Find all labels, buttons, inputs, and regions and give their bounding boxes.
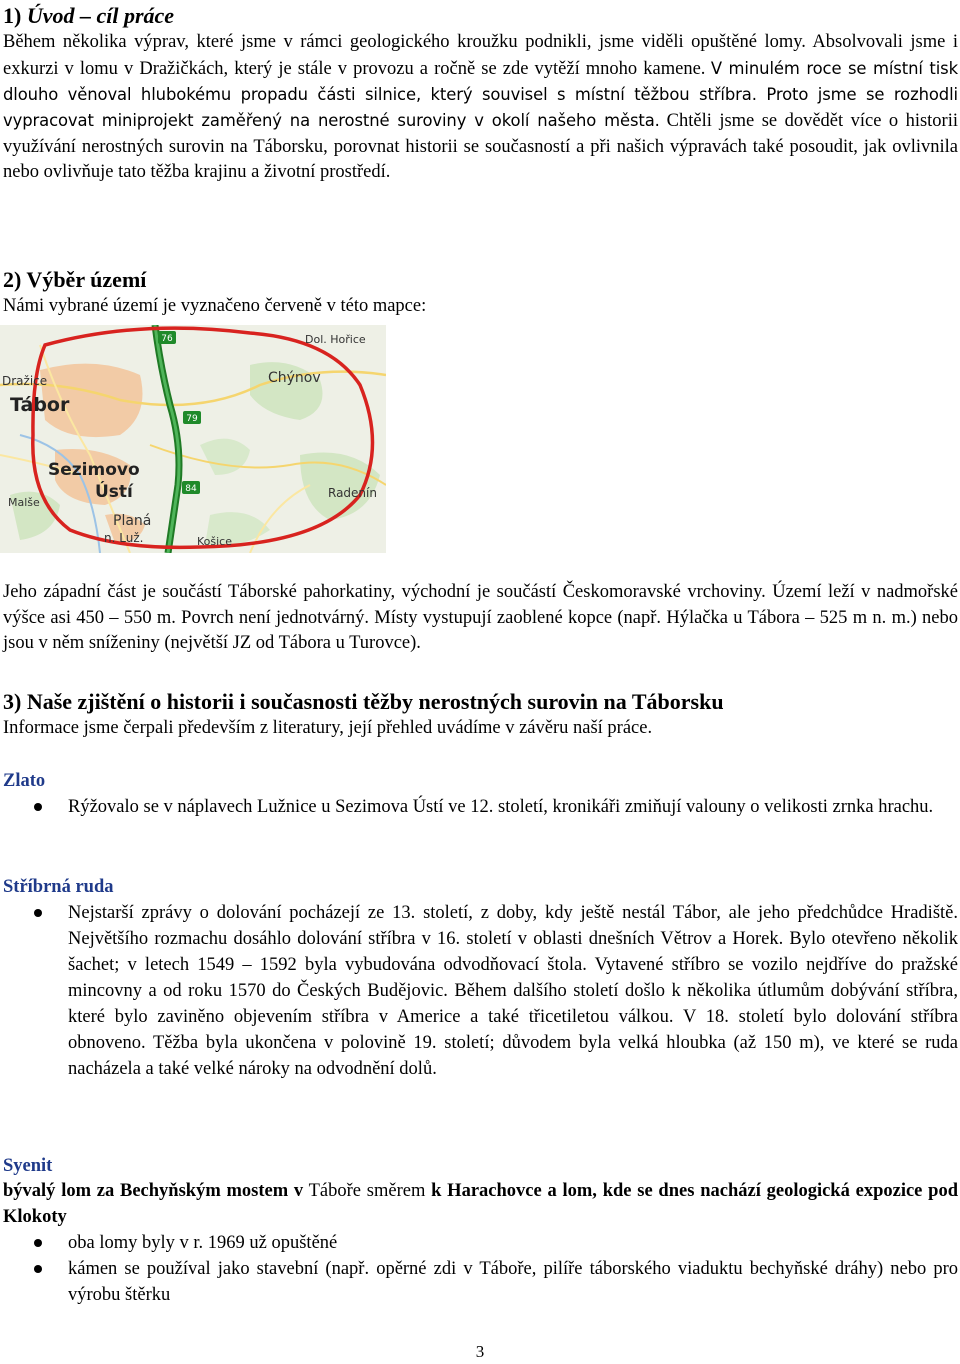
list-item xyxy=(3,1230,958,1256)
list-item-text: Nejstarší zprávy o dolování pocházejí ze 13. století, z doby, kdy ještě nestál Tábor, ale jeho předchůdce Hradiště. Největšího rozmachu dosáhlo dolování stříbra v 16. století v oblasti dnešních Větrov a Horek. Bylo otevřeno několik šachet; v letech 1549 – 1592 byla vybudována odvodňovací štola. Vytavené stříbro se vozilo nejdříve do pražské mincovny a od roku 1570 do Českých Budějovic. Během dalšího století došlo k několika útlumům dobývání stříbra, které bylo zaviněno objevením stříbra v Americe a také třicetiletou válkou. V 18. století bylo dolování stříbra obnoveno. Těžba byla ukončena v polovině 19. století; důvodem byla velká hloubka (až 150 m), ve které se ruda nacházela a také velké nároky na odvodnění dolů. xyxy=(68,903,958,1079)
syenite-location-mid: Táboře směrem xyxy=(303,1181,432,1201)
place-label: Ústí xyxy=(95,482,133,502)
gold-list xyxy=(3,794,958,820)
syenite-block xyxy=(3,1153,958,1308)
map-image xyxy=(0,325,386,553)
area-description-block xyxy=(3,580,958,657)
syenite-location xyxy=(3,1179,958,1230)
syenite-location-a: bývalý lom za Bechyňským mostem v xyxy=(3,1181,304,1201)
road-label-79: 79 xyxy=(186,414,198,424)
place-label: Košice xyxy=(197,535,232,548)
list-item-text: Rýžovalo se v náplavech Lužnice u Sezimova Ústí ve 12. století, kronikáři zmiňují valouny o velikosti zrnka hrachu. xyxy=(68,797,934,817)
road-label-84: 84 xyxy=(185,484,197,494)
intro-text-c: Chtěli jsme se dovědět více o historii využívání nerostných surovin na Táborsku, porovnat historii se současností a při našich výpravách také posoudit, jak ovlivnila nebo ovlivňuje tato těžba krajinu a životní prostředí. xyxy=(3,111,958,182)
area-map xyxy=(0,325,386,553)
place-label: Tábor xyxy=(10,394,70,416)
section-3-heading: 3) Naše zjištění o historii i současnosti těžby nerostných surovin na Táborsku xyxy=(3,689,724,714)
bullet-icon xyxy=(34,1239,42,1247)
section-intro xyxy=(3,2,958,186)
heading-number: 1) xyxy=(3,3,27,28)
area-description: Jeho západní část je součástí Táborské pahorkatiny, východní je součástí Českomoravské vrchoviny. Území leží v nadmořské výšce asi 450 – 550 m. Povrch není jednotvárný. Místy vystupují zaoblené kopce (např. Hýlačka u Tábora – 525 m n. m.) nebo jsou v něm sníženiny (největší JZ od Tábora u Turovce). xyxy=(3,582,958,653)
list-item xyxy=(3,794,958,820)
syenite-heading: Syenit xyxy=(3,1156,53,1176)
bullet-icon xyxy=(34,803,42,811)
gold-block xyxy=(3,768,958,820)
section-2-heading: 2) Výběr území xyxy=(3,267,147,292)
silver-list xyxy=(3,900,958,1082)
syenite-list xyxy=(3,1230,958,1308)
bullet-icon xyxy=(34,909,42,917)
place-label: Radenín xyxy=(328,486,377,500)
place-label: Chýnov xyxy=(268,370,321,386)
heading-title: Úvod – cíl práce xyxy=(26,3,175,28)
syenite-location-b: k Harachovce a lom, kde se dnes nachází geologická expozice pod Klokoty xyxy=(3,1181,958,1227)
road-label-76: 76 xyxy=(161,334,173,344)
intro-text-a: Během několika výprav, které jsme v rámci geologického kroužku podnikli, jsme viděli opuštěné lomy. Absolvovali jsme i exkurzi v lomu v Dražičkách, který je stále v provozu a ročně se zde vytěží mnoho kamene. xyxy=(3,32,958,79)
list-item-text: kámen se používal jako stavební (např. opěrné zdi v Táboře, pilíře táborského viaduktu bechyňské dráhy) nebo pro výrobu štěrku xyxy=(68,1259,958,1305)
list-item xyxy=(3,1256,958,1308)
page-number: 3 xyxy=(475,1342,485,1361)
section-area xyxy=(3,266,958,320)
place-label: Malše xyxy=(8,496,40,509)
place-label: Dražice xyxy=(2,374,48,388)
area-intro: Námi vybrané území je vyznačeno červeně v této mapce: xyxy=(3,296,427,316)
gold-heading: Zlato xyxy=(3,771,46,791)
place-label: Sezimovo xyxy=(48,460,140,480)
list-item xyxy=(3,900,958,1082)
list-item-text: oba lomy byly v r. 1969 už opuštěné xyxy=(68,1233,338,1253)
intro-paragraph xyxy=(3,30,958,186)
road-number-76 xyxy=(158,331,176,344)
place-label: n. Luž. xyxy=(104,531,144,545)
section-1-heading xyxy=(3,2,958,30)
section-findings xyxy=(3,688,958,742)
place-label: Planá xyxy=(113,513,152,529)
road-number-79 xyxy=(183,411,201,424)
bullet-icon xyxy=(34,1265,42,1273)
intro-text-b: V minulém roce se místní tisk dlouho věnoval hlubokému propadu části silnice, který souvisel s místní těžbou stříbra. Proto jsme se rozhodli vypracovat miniprojekt zaměřený na nerostné suroviny v okolí našeho města. xyxy=(3,58,958,130)
silver-block xyxy=(3,874,958,1082)
findings-intro: Informace jsme čerpali především z literatury, její přehled uvádíme v závěru naší práce. xyxy=(3,718,653,738)
road-number-84 xyxy=(182,481,200,494)
place-label: Dol. Hořice xyxy=(305,333,366,346)
silver-heading: Stříbrná ruda xyxy=(3,877,114,897)
